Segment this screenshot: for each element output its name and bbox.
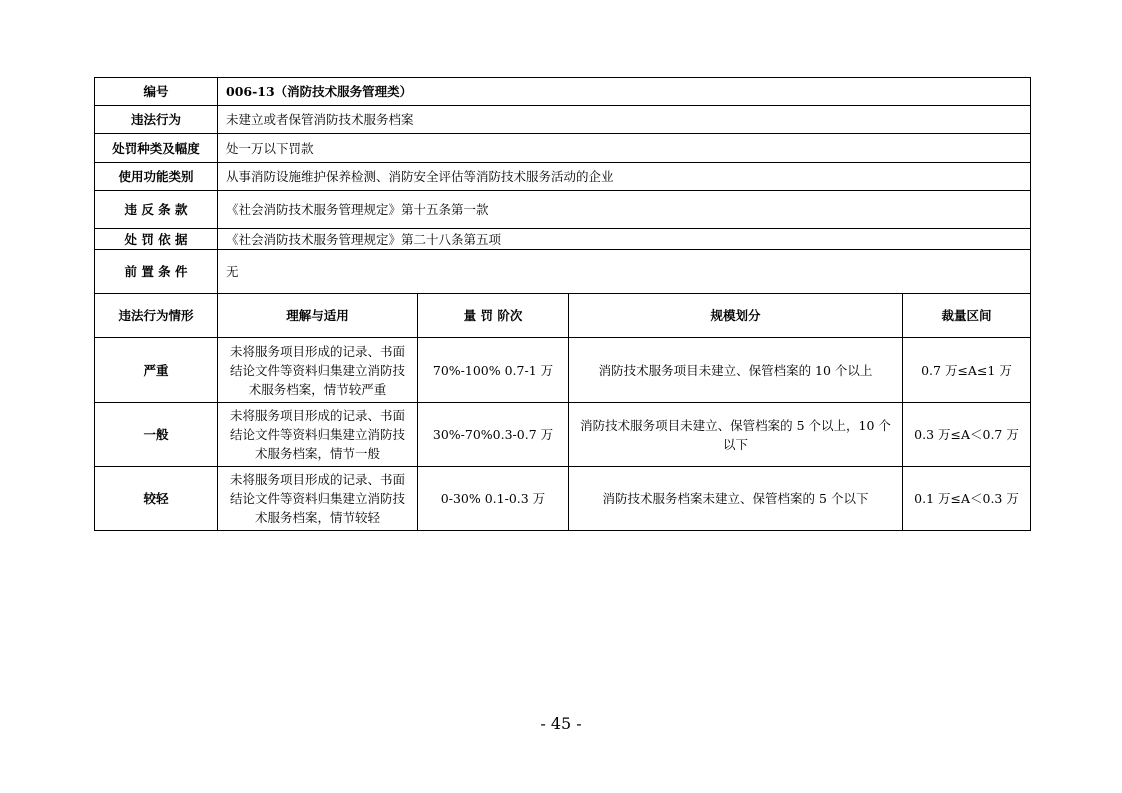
- scale-division: 消防技术服务项目未建立、保管档案的 5 个以上，10 个以下: [569, 403, 903, 467]
- situation-level: 较轻: [95, 467, 218, 531]
- row-penalty-basis: [95, 229, 1031, 250]
- value-penalty-type: 处一万以下罚款: [218, 134, 1031, 163]
- understanding-text: 未将服务项目形成的记录、书面结论文件等资料归集建立消防技术服务档案，情节一般: [218, 403, 418, 467]
- table-row: [95, 403, 1031, 467]
- header-penalty-tier: 量 罚 阶次: [418, 294, 569, 338]
- label-penalty-type: 处罚种类及幅度: [95, 134, 218, 163]
- discretion-range: 0.3 万≤A＜0.7 万: [903, 403, 1031, 467]
- page-number: - 45 -: [540, 714, 582, 733]
- value-violation: 未建立或者保管消防技术服务档案: [218, 106, 1031, 134]
- situation-level: 严重: [95, 338, 218, 403]
- penalty-standard-table: [94, 77, 1031, 531]
- value-function-category: 从事消防设施维护保养检测、消防安全评估等消防技术服务活动的企业: [218, 163, 1031, 191]
- grid-header-row: [95, 294, 1031, 338]
- scale-division: 消防技术服务项目未建立、保管档案的 10 个以上: [569, 338, 903, 403]
- row-penalty-type: [95, 134, 1031, 163]
- value-precondition: 无: [218, 250, 1031, 294]
- label-function-category: 使用功能类别: [95, 163, 218, 191]
- scale-division: 消防技术服务档案未建立、保管档案的 5 个以下: [569, 467, 903, 531]
- header-scale: 规模划分: [569, 294, 903, 338]
- understanding-text: 未将服务项目形成的记录、书面结论文件等资料归集建立消防技术服务档案，情节较轻: [218, 467, 418, 531]
- label-violated-clause: 违 反 条 款: [95, 191, 218, 229]
- header-understanding: 理解与适用: [218, 294, 418, 338]
- row-number: [95, 78, 1031, 106]
- row-function-category: [95, 163, 1031, 191]
- understanding-text: 未将服务项目形成的记录、书面结论文件等资料归集建立消防技术服务档案，情节较严重: [218, 338, 418, 403]
- value-number: 006-13（消防技术服务管理类）: [218, 78, 1031, 106]
- discretion-range: 0.1 万≤A＜0.3 万: [903, 467, 1031, 531]
- row-precondition: [95, 250, 1031, 294]
- label-number: 编号: [95, 78, 218, 106]
- label-precondition: 前 置 条 件: [95, 250, 218, 294]
- value-violated-clause: 《社会消防技术服务管理规定》第十五条第一款: [218, 191, 1031, 229]
- header-range: 裁量区间: [903, 294, 1031, 338]
- penalty-tier: 30%-70%0.3-0.7 万: [418, 403, 569, 467]
- penalty-tier: 0-30% 0.1-0.3 万: [418, 467, 569, 531]
- penalty-tier: 70%-100% 0.7-1 万: [418, 338, 569, 403]
- header-situation: 违法行为情形: [95, 294, 218, 338]
- situation-level: 一般: [95, 403, 218, 467]
- row-violation: [95, 106, 1031, 134]
- table-row: [95, 467, 1031, 531]
- discretion-range: 0.7 万≤A≤1 万: [903, 338, 1031, 403]
- value-penalty-basis: 《社会消防技术服务管理规定》第二十八条第五项: [218, 229, 1031, 250]
- row-violated-clause: [95, 191, 1031, 229]
- label-penalty-basis: 处 罚 依 据: [95, 229, 218, 250]
- label-violation: 违法行为: [95, 106, 218, 134]
- table-row: [95, 338, 1031, 403]
